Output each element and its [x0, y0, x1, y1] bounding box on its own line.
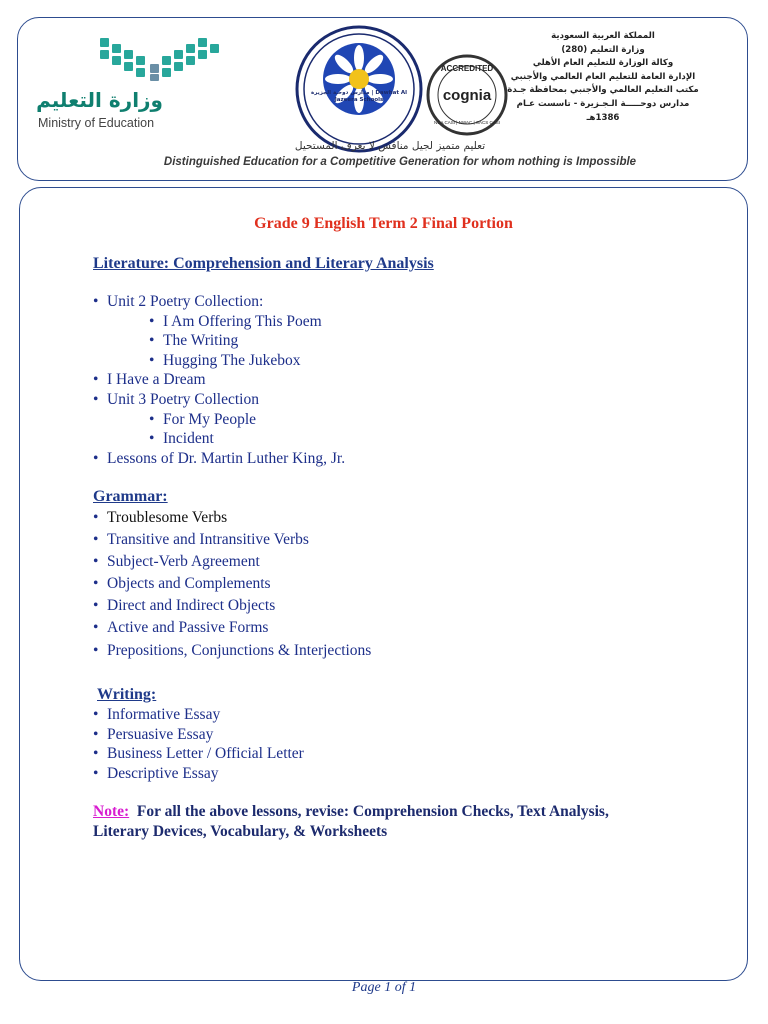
- list-item: • Active and Passive Forms: [93, 617, 371, 639]
- grammar-list: [93, 507, 371, 662]
- arabic-address-block: [488, 30, 718, 125]
- badge-bottom-text: NCA CASI | NWAC | SACS CASI: [434, 120, 500, 125]
- badge-brand-text: cognia: [442, 87, 492, 104]
- address-line: وزارة التعليم (280): [561, 44, 645, 55]
- list-item: • Unit 3 Poetry Collection: [93, 390, 345, 410]
- writing-list: [93, 705, 304, 783]
- list-item: • Direct and Indirect Objects: [93, 595, 371, 617]
- school-seal-text: مدارس دوحـة الجزيرة | Dawhat Al Jazeera Schools: [310, 90, 408, 103]
- address-line: الإدارة العامة للتعليم العام العالمي والأجنبي: [510, 71, 696, 82]
- list-item: • I Am Offering This Poem: [93, 312, 345, 332]
- address-line: وكالة الوزارة للتعليم العام الأهلي: [532, 58, 674, 69]
- list-item: • Troublesome Verbs: [93, 507, 371, 529]
- list-item: • Lessons of Dr. Martin Luther King, Jr.: [93, 449, 345, 469]
- grammar-heading: Grammar:: [93, 488, 168, 505]
- ministry-name-arabic: وزارة التعليم: [36, 88, 163, 112]
- arabic-slogan: تعليم متميز لجيل منافس لا يعرف المستحيل: [294, 140, 486, 152]
- page-number: Page 1 of 1: [351, 980, 417, 995]
- list-item: • For My People: [93, 410, 345, 430]
- note-label: Note:: [93, 803, 130, 820]
- list-item: • Persuasive Essay: [93, 725, 304, 745]
- list-item: • Hugging The Jukebox: [93, 351, 345, 371]
- list-item: • Objects and Complements: [93, 573, 371, 595]
- list-item: • Business Letter / Official Letter: [93, 744, 304, 764]
- document-title: Grade 9 English Term 2 Final Portion: [254, 215, 513, 232]
- revision-note: [93, 802, 653, 842]
- literature-list: [93, 292, 345, 468]
- list-item: • Transitive and Intransitive Verbs: [93, 529, 371, 551]
- address-line: 1386هـ: [586, 112, 620, 123]
- note-text: For all the above lessons, revise: Comprehension Checks, Text Analysis, Literary Devices, Vocabulary, & Worksheets: [93, 803, 609, 840]
- literature-heading: Literature: Comprehension and Literary Analysis: [93, 255, 434, 272]
- school-seal-icon: [294, 24, 424, 154]
- address-line: مدارس دوحـــــة الـجـزيرة - تاسست عـام: [516, 98, 690, 109]
- english-slogan: Distinguished Education for a Competitive Generation for whom nothing is Impossible: [163, 156, 637, 168]
- ministry-logo-icon: [98, 36, 220, 82]
- list-item: • Informative Essay: [93, 705, 304, 725]
- list-item: • Unit 2 Poetry Collection:: [93, 292, 345, 312]
- list-item: • Descriptive Essay: [93, 764, 304, 784]
- address-line: مكتب التعليم العالمي والأجنبي بمحافظة جـدة: [507, 85, 699, 96]
- list-item: • Subject-Verb Agreement: [93, 551, 371, 573]
- address-line: المملكة العربية السعودية: [551, 31, 655, 41]
- writing-heading: Writing:: [97, 686, 157, 703]
- badge-top-text: ACCREDITED: [440, 64, 494, 73]
- list-item: • The Writing: [93, 331, 345, 351]
- list-item: • Incident: [93, 429, 345, 449]
- ministry-name-english: Ministry of Education: [38, 116, 155, 130]
- list-item: • I Have a Dream: [93, 370, 345, 390]
- list-item: • Prepositions, Conjunctions & Interjections: [93, 640, 371, 662]
